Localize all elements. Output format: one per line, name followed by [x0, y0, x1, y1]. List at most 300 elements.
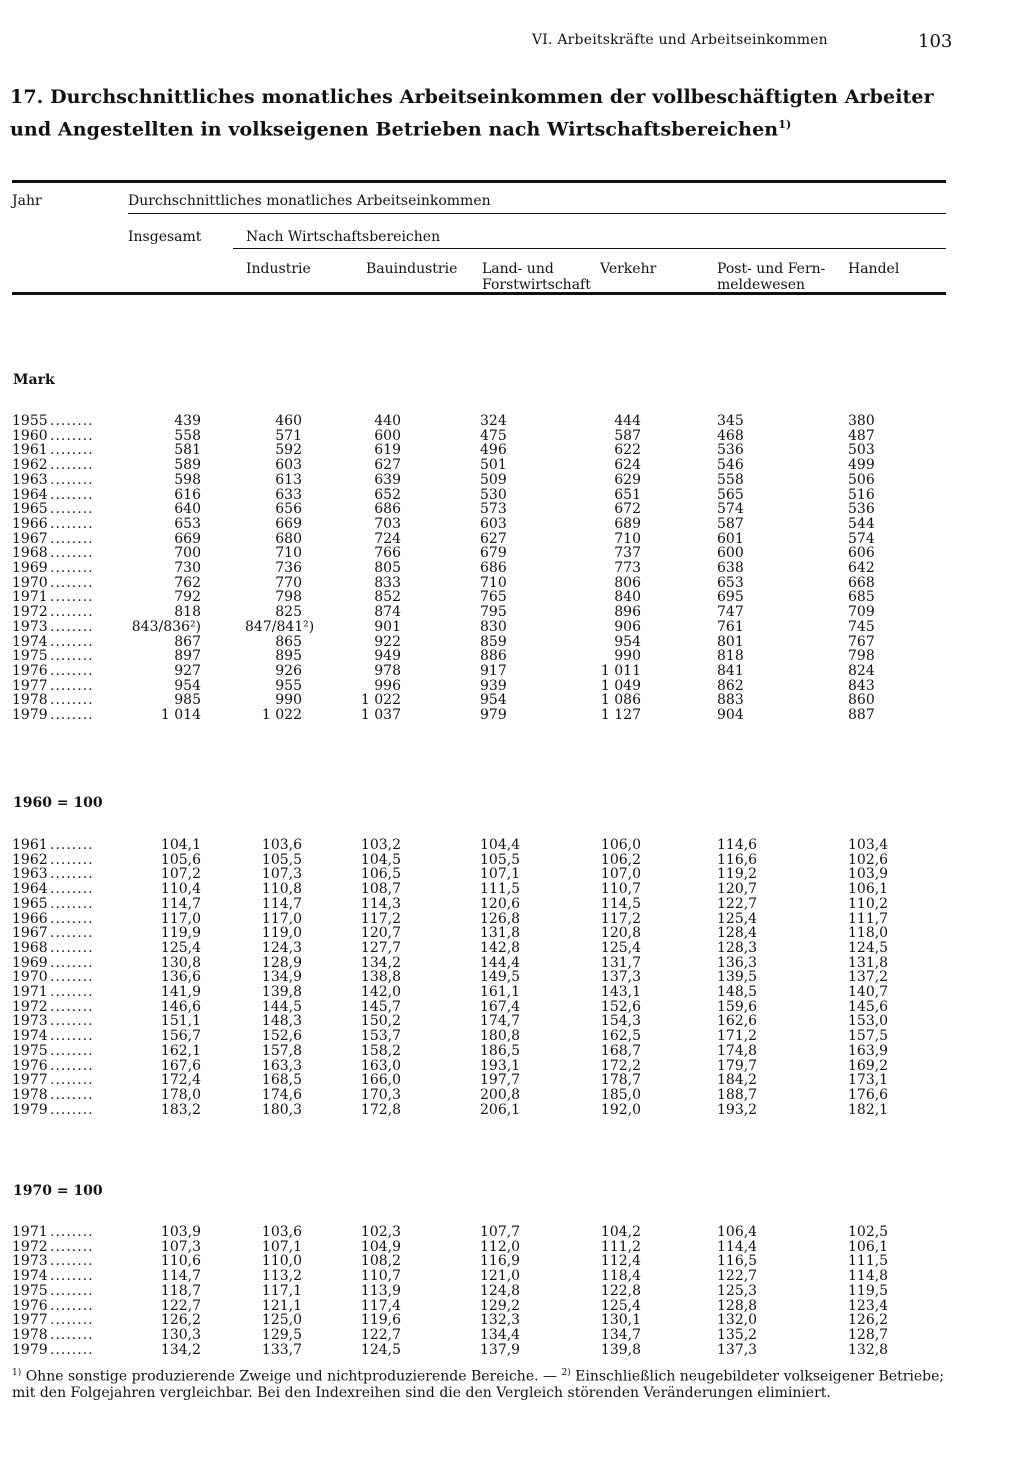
leader-dots: ........ [50, 1014, 94, 1030]
cell-industrie: 168,5 [261, 1072, 302, 1089]
leader-dots: ........ [50, 531, 94, 547]
cell-verkehr: 710 [614, 530, 641, 547]
leader-dots: ........ [50, 1043, 94, 1059]
cell-bauindustrie: 122,7 [360, 1326, 401, 1343]
cell-post-fernmeldewesen: 601 [717, 530, 744, 547]
cell-year: 1973 [12, 618, 48, 635]
cell-bauindustrie: 805 [374, 560, 401, 576]
cell-insgesamt: 134,2 [160, 1341, 201, 1358]
leader-dots: ........ [50, 619, 94, 635]
table-row [12, 897, 912, 912]
cell-post-fernmeldewesen: 135,2 [717, 1326, 758, 1343]
cell-insgesamt: 107,3 [160, 1238, 201, 1255]
table-row [12, 1299, 912, 1314]
cell-year: 1967 [12, 925, 48, 942]
cell-bauindustrie: 110,7 [360, 1268, 401, 1285]
cell-handel: 503 [848, 442, 875, 459]
cell-handel: 103,9 [848, 866, 889, 883]
cell-year: 1968 [12, 939, 48, 956]
cell-year: 1972 [12, 1238, 48, 1255]
cell-insgesamt: 114,7 [160, 1268, 201, 1285]
cell-industrie: 613 [275, 471, 302, 488]
footnote-line-1 [12, 1365, 962, 1385]
cell-insgesamt: 125,4 [160, 939, 201, 956]
cell-land-forstwirtschaft: 167,4 [480, 998, 521, 1015]
cell-verkehr: 906 [614, 618, 641, 635]
cell-verkehr: 444 [614, 413, 641, 429]
cell-verkehr: 130,1 [600, 1312, 641, 1329]
cell-verkehr: 117,2 [600, 910, 641, 927]
cell-land-forstwirtschaft: 939 [480, 677, 507, 694]
table-row [12, 546, 912, 561]
cell-verkehr: 131,7 [600, 954, 641, 971]
table-row [12, 867, 912, 882]
cell-land-forstwirtschaft: 496 [480, 442, 507, 459]
cell-post-fernmeldewesen: 193,2 [717, 1101, 758, 1118]
cell-land-forstwirtschaft: 197,7 [480, 1072, 521, 1089]
cell-industrie: 129,5 [261, 1326, 302, 1343]
cell-bauindustrie: 117,2 [360, 910, 401, 927]
cell-post-fernmeldewesen: 106,4 [717, 1224, 758, 1240]
cell-land-forstwirtschaft: 686 [480, 560, 507, 576]
cell-industrie: 103,6 [261, 1224, 302, 1240]
table-row [12, 576, 912, 591]
cell-verkehr: 990 [614, 648, 641, 665]
cell-handel: 182,1 [848, 1101, 889, 1118]
cell-post-fernmeldewesen: 747 [717, 604, 744, 621]
table-row [12, 414, 912, 429]
cell-industrie: 825 [275, 604, 302, 621]
cell-year: 1979 [12, 1341, 48, 1358]
cell-handel: 132,8 [848, 1341, 889, 1358]
cell-industrie: 710 [275, 545, 302, 562]
cell-land-forstwirtschaft: 180,8 [480, 1028, 521, 1045]
cell-industrie: 656 [275, 501, 302, 518]
cell-bauindustrie: 766 [374, 545, 401, 562]
cell-verkehr: 106,2 [600, 851, 641, 868]
cell-land-forstwirtschaft: 530 [480, 486, 507, 503]
table-row [12, 429, 912, 444]
cell-verkehr: 737 [614, 545, 641, 562]
cell-verkehr: 1 049 [600, 677, 641, 694]
cell-industrie: 114,7 [261, 895, 302, 912]
cell-insgesamt: 146,6 [160, 998, 201, 1015]
table-row [12, 882, 912, 897]
cell-verkehr: 114,5 [600, 895, 641, 912]
cell-handel: 131,8 [848, 954, 889, 971]
cell-bauindustrie: 440 [374, 413, 401, 429]
cell-industrie: 105,5 [261, 851, 302, 868]
cell-land-forstwirtschaft: 679 [480, 545, 507, 562]
cell-post-fernmeldewesen: 653 [717, 574, 744, 591]
cell-land-forstwirtschaft: 509 [480, 471, 507, 488]
cell-land-forstwirtschaft: 501 [480, 457, 507, 474]
cell-insgesamt: 640 [174, 501, 201, 518]
cell-land-forstwirtschaft: 710 [480, 574, 507, 591]
cell-land-forstwirtschaft: 105,5 [480, 851, 521, 868]
leader-dots: ........ [50, 940, 94, 956]
cell-land-forstwirtschaft: 144,4 [480, 954, 521, 971]
cell-bauindustrie: 996 [374, 677, 401, 694]
cell-post-fernmeldewesen: 174,8 [717, 1042, 758, 1059]
table-row [12, 1240, 912, 1255]
cell-insgesamt: 867 [174, 633, 201, 650]
cell-land-forstwirtschaft: 107,1 [480, 866, 521, 883]
table-row [12, 956, 912, 971]
cell-land-forstwirtschaft: 206,1 [480, 1101, 521, 1118]
col-header-verkehr: Verkehr [600, 261, 657, 277]
col-header-post-line2: meldewesen [717, 277, 806, 293]
footnote-1-text: Ohne sonstige produzierende Zweige und nichtproduzierende Bereiche. — [25, 1368, 558, 1385]
leader-dots: ........ [50, 1327, 94, 1343]
table-row [12, 926, 912, 941]
leader-dots: ........ [50, 458, 94, 473]
cell-post-fernmeldewesen: 159,6 [717, 998, 758, 1015]
cell-industrie: 180,3 [261, 1101, 302, 1118]
cell-verkehr: 954 [614, 633, 641, 650]
cell-insgesamt: 126,2 [160, 1312, 201, 1329]
col-header-bereiche: Nach Wirtschaftsbereichen [246, 229, 441, 245]
cell-verkehr: 1 086 [600, 692, 641, 709]
cell-post-fernmeldewesen: 132,0 [717, 1312, 758, 1329]
table-row [12, 1328, 912, 1343]
cell-verkehr: 896 [614, 604, 641, 621]
cell-industrie: 847/841²) [245, 618, 315, 635]
col-header-handel: Handel [848, 261, 900, 277]
table-row [12, 1343, 912, 1358]
leader-dots: ........ [50, 970, 94, 985]
cell-verkehr: 1 127 [600, 707, 641, 723]
cell-land-forstwirtschaft: 131,8 [480, 925, 521, 942]
cell-insgesamt: 130,3 [160, 1326, 201, 1343]
cell-insgesamt: 730 [174, 560, 201, 576]
cell-land-forstwirtschaft: 573 [480, 501, 507, 518]
cell-year: 1955 [12, 413, 48, 429]
cell-year: 1964 [12, 881, 48, 898]
cell-land-forstwirtschaft: 126,8 [480, 910, 521, 927]
cell-year: 1961 [12, 837, 48, 853]
cell-handel: 102,6 [848, 851, 889, 868]
cell-year: 1965 [12, 501, 48, 518]
leader-dots: ........ [50, 1342, 94, 1358]
cell-handel: 536 [848, 501, 875, 518]
cell-land-forstwirtschaft: 124,8 [480, 1282, 521, 1299]
cell-industrie: 152,6 [261, 1028, 302, 1045]
cell-year: 1977 [12, 677, 48, 694]
header-rule-bottom [12, 292, 946, 295]
cell-insgesamt: 167,6 [160, 1057, 201, 1074]
leader-dots: ........ [50, 999, 94, 1015]
cell-verkehr: 152,6 [600, 998, 641, 1015]
cell-verkehr: 112,4 [600, 1253, 641, 1270]
cell-verkehr: 137,3 [600, 969, 641, 986]
col-header-land-forst [482, 261, 591, 293]
cell-bauindustrie: 1 037 [360, 707, 401, 723]
cell-verkehr: 624 [614, 457, 641, 474]
cell-year: 1978 [12, 1086, 48, 1103]
cell-verkehr: 120,8 [600, 925, 641, 942]
cell-industrie: 680 [275, 530, 302, 547]
cell-insgesamt: 105,6 [160, 851, 201, 868]
leader-dots: ........ [50, 985, 94, 1000]
cell-land-forstwirtschaft: 830 [480, 618, 507, 635]
cell-bauindustrie: 172,8 [360, 1101, 401, 1118]
table-row [12, 1313, 912, 1328]
cell-insgesamt: 818 [174, 604, 201, 621]
table-row [12, 941, 912, 956]
leader-dots: ........ [50, 693, 94, 708]
cell-bauindustrie: 1 022 [360, 692, 401, 709]
cell-land-forstwirtschaft: 886 [480, 648, 507, 665]
cell-handel: 111,5 [848, 1253, 889, 1270]
leader-dots: ........ [50, 678, 94, 694]
leader-dots: ........ [50, 443, 94, 459]
cell-bauindustrie: 114,3 [360, 895, 401, 912]
cell-insgesamt: 103,9 [160, 1224, 201, 1240]
cell-bauindustrie: 134,2 [360, 954, 401, 971]
cell-year: 1979 [12, 707, 48, 723]
header-rule-bereiche [233, 248, 946, 249]
table-row [12, 620, 912, 635]
cell-verkehr: 178,7 [600, 1072, 641, 1089]
table-row [12, 1059, 912, 1074]
section-label: 1970 = 100 [13, 1183, 103, 1199]
cell-handel: 169,2 [848, 1057, 889, 1074]
cell-year: 1963 [12, 471, 48, 488]
leader-dots: ........ [50, 852, 94, 868]
section-label: 1960 = 100 [13, 795, 103, 811]
cell-year: 1969 [12, 954, 48, 971]
cell-insgesamt: 156,7 [160, 1028, 201, 1045]
cell-handel: 843 [848, 677, 875, 694]
table-row [12, 443, 912, 458]
cell-industrie: 113,2 [261, 1268, 302, 1285]
leader-dots: ........ [50, 428, 94, 444]
cell-post-fernmeldewesen: 574 [717, 501, 744, 518]
cell-industrie: 571 [275, 427, 302, 444]
cell-post-fernmeldewesen: 883 [717, 692, 744, 709]
cell-land-forstwirtschaft: 129,2 [480, 1297, 521, 1314]
col-header-land-line1: Land- und [482, 261, 554, 277]
cell-year: 1962 [12, 457, 48, 474]
leader-dots: ........ [50, 896, 94, 912]
table-row [12, 649, 912, 664]
cell-handel: 642 [848, 560, 875, 576]
cell-land-forstwirtschaft: 324 [480, 413, 507, 429]
cell-post-fernmeldewesen: 125,3 [717, 1282, 758, 1299]
footnotes [12, 1365, 962, 1401]
cell-industrie: 865 [275, 633, 302, 650]
cell-bauindustrie: 117,4 [360, 1297, 401, 1314]
cell-post-fernmeldewesen: 184,2 [717, 1072, 758, 1089]
leader-dots: ........ [50, 1313, 94, 1328]
cell-verkehr: 622 [614, 442, 641, 459]
cell-land-forstwirtschaft: 111,5 [480, 881, 521, 898]
cell-industrie: 770 [275, 574, 302, 591]
cell-post-fernmeldewesen: 587 [717, 515, 744, 532]
table-row [12, 679, 912, 694]
cell-verkehr: 629 [614, 471, 641, 488]
table-row [12, 1254, 912, 1269]
cell-insgesamt: 183,2 [160, 1101, 201, 1118]
cell-handel: 103,4 [848, 837, 889, 853]
cell-land-forstwirtschaft: 627 [480, 530, 507, 547]
table-row [12, 488, 912, 503]
leader-dots: ........ [50, 1283, 94, 1299]
cell-year: 1974 [12, 1268, 48, 1285]
table-row [12, 1269, 912, 1284]
cell-year: 1972 [12, 998, 48, 1015]
footnote-2-mark: 2) [561, 1368, 571, 1378]
cell-post-fernmeldewesen: 125,4 [717, 910, 758, 927]
cell-year: 1969 [12, 560, 48, 576]
table-row [12, 708, 912, 723]
cell-insgesamt: 589 [174, 457, 201, 474]
leader-dots: ........ [50, 1269, 94, 1284]
cell-post-fernmeldewesen: 841 [717, 662, 744, 679]
cell-insgesamt: 110,4 [160, 881, 201, 898]
cell-insgesamt: 616 [174, 486, 201, 503]
cell-handel: 506 [848, 471, 875, 488]
cell-insgesamt: 162,1 [160, 1042, 201, 1059]
leader-dots: ........ [50, 1239, 94, 1255]
cell-post-fernmeldewesen: 116,6 [717, 851, 758, 868]
page-number: 103 [918, 31, 953, 52]
cell-industrie: 955 [275, 677, 302, 694]
cell-handel: 126,2 [848, 1312, 889, 1329]
table-row [12, 605, 912, 620]
cell-handel: 123,4 [848, 1297, 889, 1314]
cell-year: 1972 [12, 604, 48, 621]
cell-insgesamt: 792 [174, 589, 201, 606]
table-row [12, 970, 912, 985]
cell-handel: 110,2 [848, 895, 889, 912]
cell-handel: 824 [848, 662, 875, 679]
table-row [12, 1284, 912, 1299]
cell-year: 1974 [12, 1028, 48, 1045]
cell-land-forstwirtschaft: 149,5 [480, 969, 521, 986]
cell-verkehr: 122,8 [600, 1282, 641, 1299]
cell-bauindustrie: 104,9 [360, 1238, 401, 1255]
cell-bauindustrie: 108,7 [360, 881, 401, 898]
cell-year: 1970 [12, 969, 48, 986]
cell-insgesamt: 117,0 [160, 910, 201, 927]
cell-verkehr: 773 [614, 560, 641, 576]
cell-industrie: 603 [275, 457, 302, 474]
cell-land-forstwirtschaft: 104,4 [480, 837, 521, 853]
leader-dots: ........ [50, 561, 94, 576]
cell-industrie: 633 [275, 486, 302, 503]
cell-verkehr: 154,3 [600, 1013, 641, 1030]
leader-dots: ........ [50, 838, 94, 853]
table-row [12, 1088, 912, 1103]
leader-dots: ........ [50, 516, 94, 532]
cell-industrie: 148,3 [261, 1013, 302, 1030]
cell-insgesamt: 151,1 [160, 1013, 201, 1030]
table-row [12, 1014, 912, 1029]
cell-post-fernmeldewesen: 536 [717, 442, 744, 459]
cell-insgesamt: 118,7 [160, 1282, 201, 1299]
cell-verkehr: 104,2 [600, 1224, 641, 1240]
cell-handel: 157,5 [848, 1028, 889, 1045]
cell-insgesamt: 122,7 [160, 1297, 201, 1314]
table-title [10, 84, 950, 143]
cell-verkehr: 125,4 [600, 939, 641, 956]
cell-land-forstwirtschaft: 475 [480, 427, 507, 444]
cell-verkehr: 162,5 [600, 1028, 641, 1045]
cell-bauindustrie: 978 [374, 662, 401, 679]
cell-land-forstwirtschaft: 142,8 [480, 939, 521, 956]
cell-industrie: 157,8 [261, 1042, 302, 1059]
cell-insgesamt: 598 [174, 471, 201, 488]
cell-bauindustrie: 104,5 [360, 851, 401, 868]
cell-verkehr: 806 [614, 574, 641, 591]
cell-insgesamt: 1 014 [160, 707, 201, 723]
cell-year: 1967 [12, 530, 48, 547]
cell-year: 1976 [12, 1057, 48, 1074]
cell-insgesamt: 172,4 [160, 1072, 201, 1089]
cell-handel: 745 [848, 618, 875, 635]
cell-year: 1976 [12, 1297, 48, 1314]
cell-land-forstwirtschaft: 116,9 [480, 1253, 521, 1270]
cell-industrie: 128,9 [261, 954, 302, 971]
cell-verkehr: 107,0 [600, 866, 641, 883]
cell-post-fernmeldewesen: 116,5 [717, 1253, 758, 1270]
cell-verkehr: 672 [614, 501, 641, 518]
cell-year: 1966 [12, 515, 48, 532]
leader-dots: ........ [50, 472, 94, 488]
cell-post-fernmeldewesen: 136,3 [717, 954, 758, 971]
cell-post-fernmeldewesen: 139,5 [717, 969, 758, 986]
cell-bauindustrie: 170,3 [360, 1086, 401, 1103]
table-row [12, 561, 912, 576]
cell-insgesamt: 700 [174, 545, 201, 562]
header-rule-main [128, 213, 946, 214]
cell-post-fernmeldewesen: 468 [717, 427, 744, 444]
cell-verkehr: 840 [614, 589, 641, 606]
cell-industrie: 124,3 [261, 939, 302, 956]
cell-bauindustrie: 922 [374, 633, 401, 650]
leader-dots: ........ [50, 1073, 94, 1088]
cell-insgesamt: 653 [174, 515, 201, 532]
cell-post-fernmeldewesen: 122,7 [717, 895, 758, 912]
leader-dots: ........ [50, 867, 94, 883]
cell-post-fernmeldewesen: 148,5 [717, 984, 758, 1000]
cell-year: 1971 [12, 589, 48, 606]
cell-year: 1965 [12, 895, 48, 912]
cell-verkehr: 192,0 [600, 1101, 641, 1118]
cell-bauindustrie: 852 [374, 589, 401, 606]
cell-post-fernmeldewesen: 128,3 [717, 939, 758, 956]
cell-land-forstwirtschaft: 174,7 [480, 1013, 521, 1030]
cell-post-fernmeldewesen: 904 [717, 707, 744, 723]
cell-industrie: 125,0 [261, 1312, 302, 1329]
table-row [12, 1029, 912, 1044]
cell-land-forstwirtschaft: 112,0 [480, 1238, 521, 1255]
cell-verkehr: 651 [614, 486, 641, 503]
leader-dots: ........ [50, 1102, 94, 1118]
cell-bauindustrie: 150,2 [360, 1013, 401, 1030]
cell-land-forstwirtschaft: 795 [480, 604, 507, 621]
cell-post-fernmeldewesen: 114,4 [717, 1238, 758, 1255]
cell-industrie: 119,0 [261, 925, 302, 942]
header-rule-top [12, 180, 946, 183]
cell-bauindustrie: 108,2 [360, 1253, 401, 1270]
cell-handel: 516 [848, 486, 875, 503]
cell-handel: 163,9 [848, 1042, 889, 1059]
cell-verkehr: 143,1 [600, 984, 641, 1000]
cell-post-fernmeldewesen: 171,2 [717, 1028, 758, 1045]
